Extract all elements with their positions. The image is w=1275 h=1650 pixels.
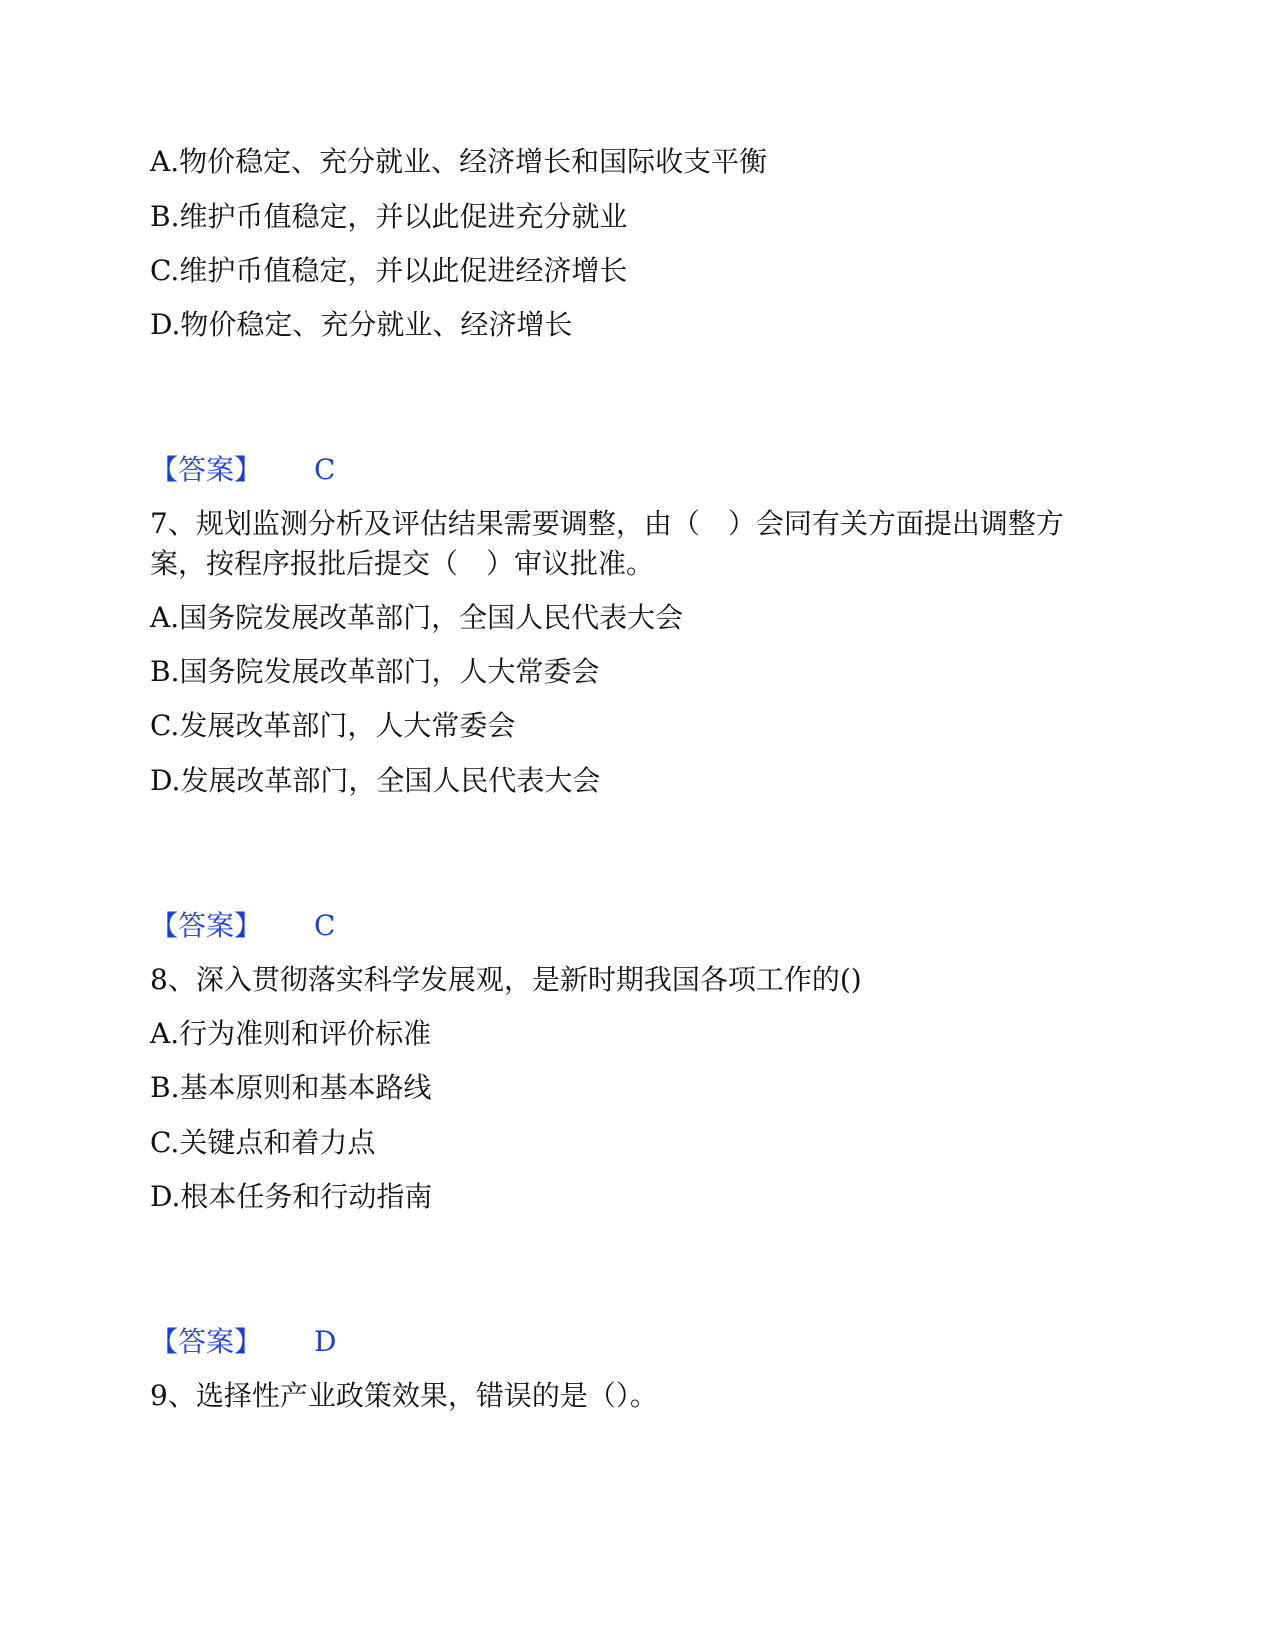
answer-value: C	[314, 909, 336, 942]
question-9: 9、选择性产业政策效果，错误的是（）。	[150, 1379, 658, 1412]
answer-label: 【答案】	[150, 1325, 263, 1358]
answer-value: D	[314, 1325, 337, 1358]
option-c: C.维护币值稳定，并以此促进经济增长	[150, 254, 628, 287]
answer-q7	[150, 906, 335, 946]
answer-label: 【答案】	[150, 453, 263, 486]
question-8: 8、深入贯彻落实科学发展观，是新时期我国各项工作的()	[150, 963, 862, 996]
question-7-line-1: 7、规划监测分析及评估结果需要调整，由（ ）会同有关方面提出调整方	[150, 507, 1064, 540]
option-a: A.物价稳定、充分就业、经济增长和国际收支平衡	[150, 145, 768, 178]
option-b: B.基本原则和基本路线	[150, 1071, 432, 1104]
option-c: C.关键点和着力点	[150, 1126, 376, 1159]
option-b: B.国务院发展改革部门，人大常委会	[150, 655, 600, 688]
answer-label: 【答案】	[150, 909, 263, 942]
option-d: D.根本任务和行动指南	[150, 1180, 433, 1213]
answer-value: C	[314, 453, 336, 486]
option-d: D.物价稳定、充分就业、经济增长	[150, 308, 573, 341]
option-a: A.行为准则和评价标准	[150, 1017, 432, 1050]
question-7-line-2: 案，按程序报批后提交（ ）审议批准。	[150, 547, 655, 580]
option-b: B.维护币值稳定，并以此促进充分就业	[150, 200, 628, 233]
option-d: D.发展改革部门，全国人民代表大会	[150, 764, 601, 797]
option-c: C.发展改革部门，人大常委会	[150, 709, 516, 742]
answer-block1	[150, 450, 335, 490]
answer-q8	[150, 1322, 336, 1362]
option-a: A.国务院发展改革部门，全国人民代表大会	[150, 601, 684, 634]
